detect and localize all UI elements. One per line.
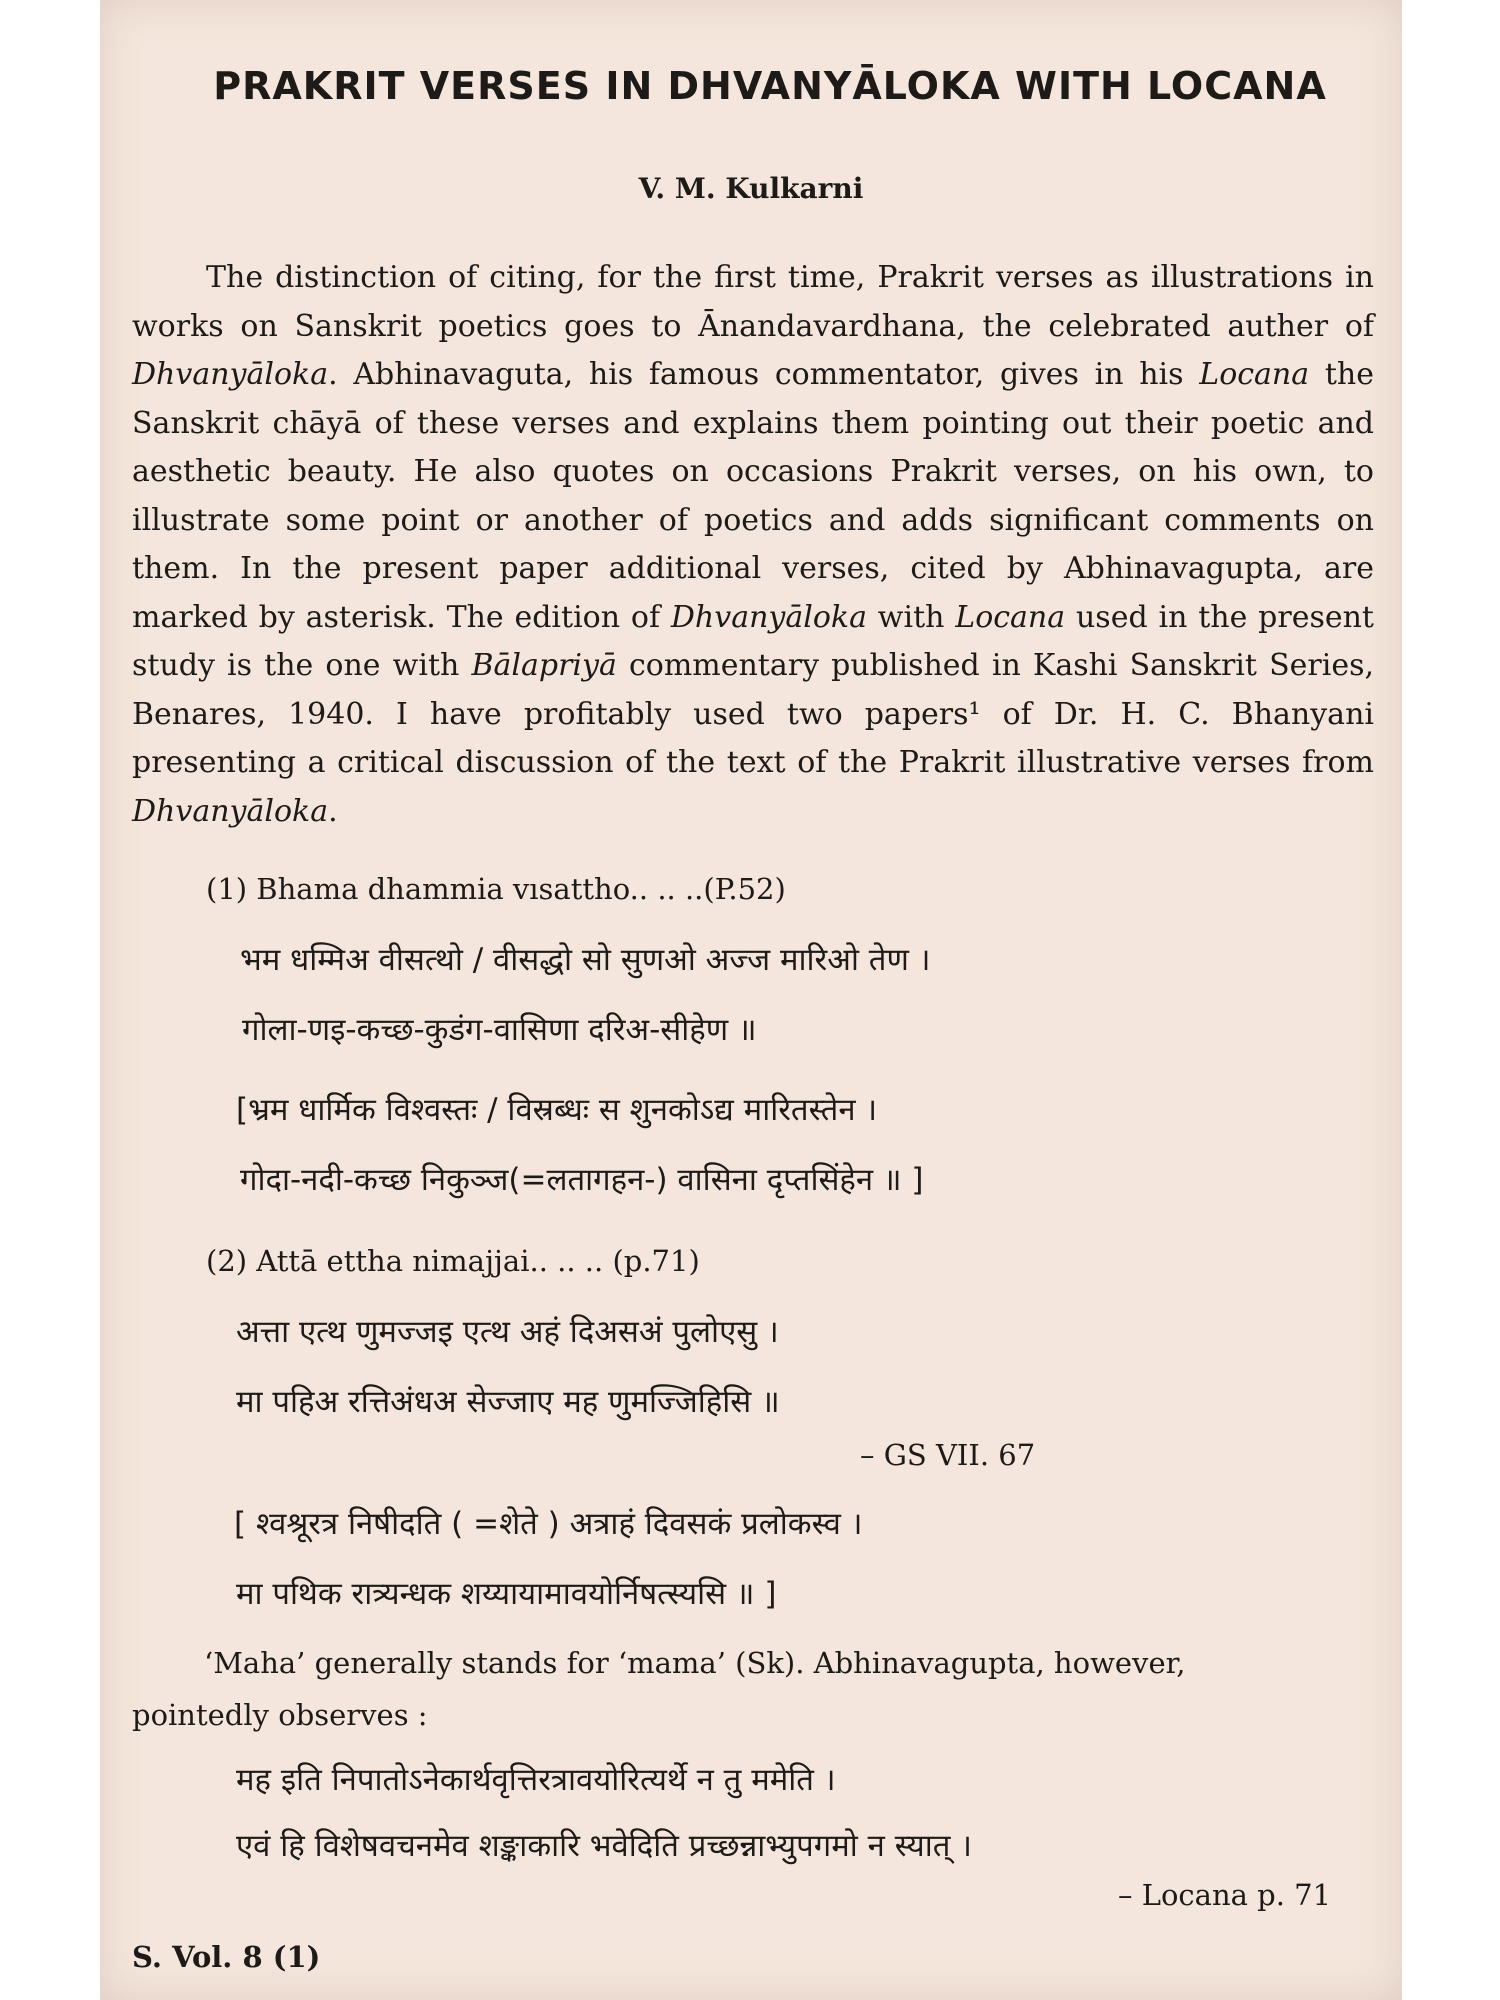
verse-2-label: (2) Attā ettha nimajjai.. .. .. (p.71) [206, 1244, 700, 1278]
verse-2-prakrit-line-1: अत्ता एत्थ णुमज्जइ एत्थ अहं दिअसअं पुलोएसु । [236, 1314, 779, 1350]
intro-title-2: Locana [1199, 357, 1310, 392]
verse-1-chaya-line-2: गोदा-नदी-कच्छ निकुञ्ज(=लतागहन-) वासिना दृप्तसिंहेन ॥ ] [240, 1162, 924, 1198]
verse-2-source: – GS VII. 67 [860, 1438, 1036, 1472]
intro-text-2: . Abhinavaguta, his famous commentator, gives in his [328, 357, 1200, 392]
page-sheet [100, 0, 1402, 2000]
author-name: V. M. Kulkarni [638, 172, 864, 205]
verse-2-chaya-line-1: [ श्वश्रूरत्र निषीदति ( =शेते ) अत्राहं दिवसकं प्रलोकस्व । [234, 1506, 863, 1542]
verse-1-prakrit-line-2: गोला-णइ-कच्छ-कुडंग-वासिणा दरिअ-सीहेण ॥ [242, 1012, 757, 1048]
intro-title-1: Dhvanyāloka [132, 357, 329, 392]
verse-2-prakrit-line-2: मा पहिअ रत्तिअंधअ सेज्जाए मह णुमज्जिहिसि ॥ [236, 1384, 780, 1420]
locana-quote-line-2: एवं हि विशेषवचनमेव शङ्काकारि भवेदिति प्रच्छन्नाभ्युपगमो न स्यात् । [236, 1828, 973, 1864]
paper-title: PRAKRIT VERSES IN DHVANYĀLOKA WITH LOCANA [213, 64, 1327, 108]
intro-title-6: Dhvanyāloka [132, 793, 329, 829]
intro-text-6: commentary published in Kashi Sanskrit Series, Benares, 1940. I have profitably used two papers¹ of Dr. H. C. Bhanyani presenting a critical discussion of the text of the Prakrit illustrative verses from [132, 648, 1375, 780]
comment-line-1: ‘Maha’ generally stands for ‘mama’ (Sk). Abhinavagupta, however, [204, 1646, 1186, 1680]
intro-title-3: Dhvanyāloka [670, 599, 867, 635]
comment-line-2: pointedly observes : [132, 1698, 428, 1732]
intro-text-7: . [328, 793, 338, 829]
intro-text-4: with [866, 599, 956, 635]
intro-title-4: Locana [955, 599, 1066, 635]
intro-title-5: Bālapriyā [471, 648, 617, 683]
intro-paragraph [132, 254, 1374, 836]
intro-text-5: used in the present study is the one with [132, 599, 1374, 683]
verse-1-label: (1) Bhama dhammia vısattho.. .. ..(P.52) [206, 872, 786, 906]
verse-1-chaya-line-1: [भ्रम धार्मिक विश्वस्तः / विस्रब्धः स शुनकोऽद्य मारितस्तेन । [236, 1092, 878, 1128]
locana-source: – Locana p. 71 [1118, 1878, 1332, 1912]
verse-1-prakrit-line-1: भम धम्मिअ वीसत्थो / वीसद्धो सो सुणओ अज्ज मारिओ तेण । [240, 942, 931, 978]
intro-text-1: The distinction of citing, for the first time, Prakrit verses as illustrations in works on Sanskrit poetics goes to Ānandavardhana, the celebrated auther of [132, 260, 1374, 344]
locana-quote-line-1: मह इति निपातोऽनेकार्थवृत्तिरत्रावयोरित्यर्थे न तु ममेति । [236, 1762, 836, 1798]
verse-2-chaya-line-2: मा पथिक रात्र्यन्धक शय्यायामावयोर्निषत्स्यसि ॥ ] [236, 1576, 777, 1612]
intro-text-3: the Sanskrit chāyā of these verses and explains them pointing out their poetic and aesthetic beauty. He also quotes on occasions Prakrit verses, on his own, to illustrate some point or another of poetics and adds significant comments on them. In the present paper additional verses, cited by Abhinavagupta, are marked by asterisk. The edition of [132, 357, 1374, 635]
volume-footer: S. Vol. 8 (1) [132, 1940, 321, 1974]
